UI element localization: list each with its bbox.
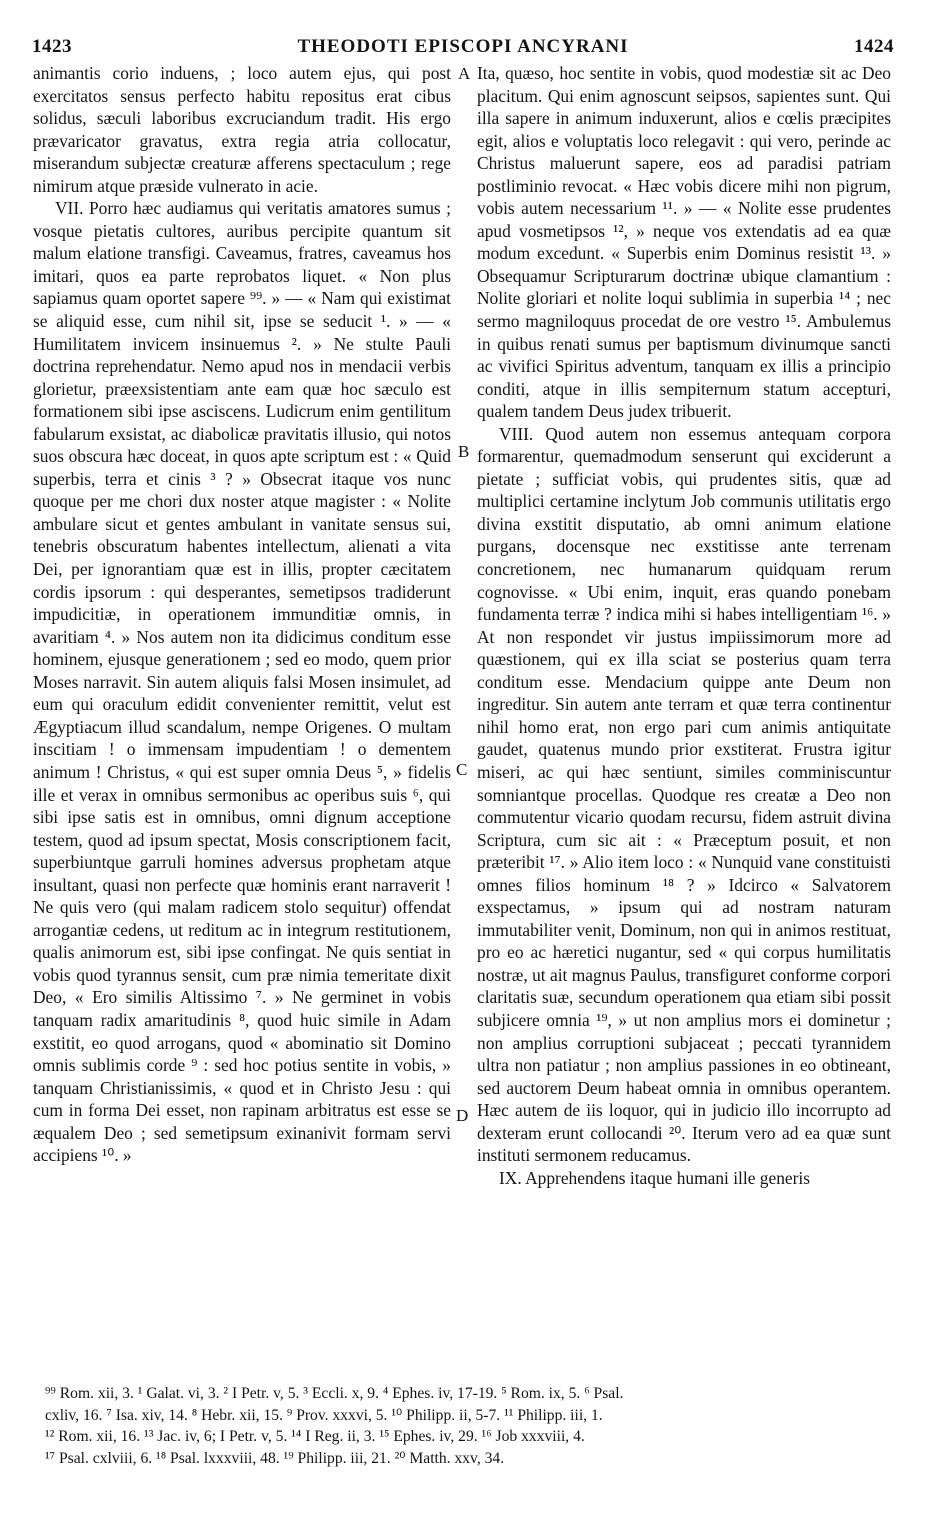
page-number-left: 1423 xyxy=(32,36,72,57)
paragraph-section-viii: VIII. Quod autem non essemus antequam corpora formarentur, quemadmodum senserunt qui exciderunt a pietate ; sufficiat vobis, qui prudentes sitis, quæ ad multiplici certamine inclytum Job communis utilitatis ergo divina exstitit disputatio, ab omni animum elatione purgans, docensque nec exstitisse ante terrenam concretionem, nec humanarum quidquam rerum cognovisse. « Ubi enim, inquit, eras quando ponebam fundamenta terræ ? indica mihi si habes intelligentiam ¹⁶. » At non respondet vir justus impiissimorum more ad quæstionem, qui ex illa sciat se posterius quam terra conditum esse. Mendacium quippe ante Deum non ingreditur. Sin autem ante terram et quæ terra continentur nihil homo erat, non ergo pari cum animis antiquitate gaudet, quatenus mundo prior exstiterat. Frustra igitur miseri, ac qui hæc sentiunt, similes comminiscuntur somniantque procellas. Quodque res creatæ a Deo non commutentur vicario quodam recursu, fidem astruit divina Scriptura, cum sic ait : « Præceptum posuit, et non præteribit ¹⁷. » Alio item loco : « Nunquid vane constituisti omnes filios hominum ¹⁸ ? » Idcirco « Salvatorem exspectamus, » ipsum qui ad nostram naturam immutabiliter venit, Dominum, non qui in animos restituat, pro eo ac hæretici nugantur, sed « qui corpus humilitatis nostræ, ut ait magnus Paulus, transfiguret conforme corpori claritatis suæ, secundum operationem qua etiam sibi possit subjicere omnia ¹⁹, » ut non amplius mors ei dominetur ; non amplius corruptioni subjaceat ; peccati tyrannidem ultra non patiatur ; non amplius passiones in eo obtineant, sed auctorem Deum habeat omnia in omnibus operantem. Hæc autem de iis loquor, qui in judicio illo incorrupto ad dexteram erunt collocandi ²⁰. Iterum vero ad ea quæ sunt instituti sermonem reducamus. xyxy=(477,423,891,1166)
paragraph-section-vii: VII. Porro hæc audiamus qui veritatis amatores sumus ; vosque pietatis cultores, auribus percipite quantum sit malum elatione transfigi. Caveamus, fratres, caveamus hos imitari, quos ea parte reprobatos liquet. « Non plus sapiamus quam oportet sapere ⁹⁹. » — « Nam qui existimat se aliquid esse, cum nihil sit, ipse se seducit ¹. » — « Humilitatem invicem insinuemus ². » Ne stulte Pauli doctrina reprehendatur. Nemo apud nos in mendacii verbis glorietur, præexsistentiam ante eam quæ hoc sæculo est formationem sibi ipse asciscens. Ludicrum enim gentilitum fabularum exsistat, ac diabolicæ pravitatis illusio, qui notos suos obscura hæc doceat, in quos apte scriptum est : « Quid superbis, terra et cinis ³ ? » Obsecrat itaque vos nunc quoque per me chori dux noster atque magister : « Nolite ambulare sicut et gentes ambulant in vanitate sensus sui, tenebris obscuratum habentes intellectum, alienati a vita Dei, per ignorantiam quæ est in illis, propter cæcitatem cordis ipsorum : qui desperantes, semetipsos tradiderunt impudicitiæ, in operationem immunditiæ omnis, in avaritiam ⁴. » Nos autem non ita didicimus conditum esse hominem, ejusque generationem ; sed eo modo, quem prior Moses narravit. Sin autem aliquis falsi Mosen insimulet, ad eum qui oraculum edidit convenienter remittit, velut est Ægyptiacum illud scandalum, nempe Origenes. O multam inscitiam ! o immensam impudentiam ! o dementem animum ! Christus, « qui est super omnia Deus ⁵, » fidelis ille et verax in omnibus sermonibus ac operibus suis ⁶, qui sibi ipse satis est in omnibus, omni dignum acceptione testem, quod ad ipsum spectat, Mosis conscriptionem facit, superbiuntque garruli homines adversus prophetam atque insultant, quasi non perfecte quæ hominis erant narraverit ! Ne quis vero (qui malam radicem stolo sequitur) offendat arrogantiæ cedens, ut reditum ac in integrum restitutionem, qualis animorum est, sibi ipse confingat. Ne quis sentiat in vobis quod tyrannus sensit, cum præ nimia temeritate dixit Deo, « Ero similis Altissimo ⁷. » Ne germinet in vobis tanquam radix amaritudinis ⁸, quod huic simile in Adam exstitit, eo quod arrogans, quod « abominatio sit Domino omnis sublimis corde ⁹ : sed hoc potius sentite in vobis, » tanquam Christianissimis, « quod et in Christo Jesu : qui cum in forma Dei esset, non rapinam arbitratus est esse se æqualem Deo ; sed semetipsum exinanivit formam servi accipiens ¹⁰. » xyxy=(33,198,451,1166)
margin-marker-b: B xyxy=(458,442,470,461)
footnote-line: cxliv, 16. ⁷ Isa. xiv, 14. ⁸ Hebr. xii, 15. ⁹ Prov. xxxvi, 5. ¹⁰ Philipp. ii, 5-7. ¹¹ Philipp. iii, 1. xyxy=(45,1406,603,1424)
page-number-right: 1424 xyxy=(854,36,894,57)
right-column xyxy=(477,62,891,1380)
margin-marker-d: D xyxy=(456,1106,469,1125)
footnotes xyxy=(45,1383,896,1469)
left-column xyxy=(33,62,451,1380)
paragraph-section-ix: IX. Apprehendens itaque humani ille generis xyxy=(499,1167,811,1188)
footnote-line: ¹² Rom. xii, 16. ¹³ Jac. iv, 6; I Petr. v, 5. ¹⁴ I Reg. ii, 3. ¹⁵ Ephes. iv, 29. ¹⁶ Job xxxviii, 4. xyxy=(45,1428,585,1445)
margin-marker-a: A xyxy=(458,64,471,83)
running-title: THEODOTI EPISCOPI ANCYRANI xyxy=(297,36,629,57)
paragraph: Ita, quæso, hoc sentite in vobis, quod modestiæ sit ac Deo placitum. Qui enim agnoscunt seipsos, sapientes sunt. Qui illa sapere in animum induxerunt, alios e cœlis præcipites egit, alios e voluptatis loco relegavit : qui vero, perinde ac Christus maluerunt sapere, eos ad paradisi patriam postliminio revocat. « Hæc vobis dicere mihi non pigrum, vobis autem necessarium ¹¹. » — « Nolite esse prudentes apud vosmetipsos ¹², » neque vos extendatis ad ea quæ modum excedunt. « Superbis enim Dominus resistit ¹³. » Obsequamur Scripturarum doctrinæ ubique clamantium : Nolite gloriari et nolite loqui sublimia in superbia ¹⁴ ; nec sermo magniloquus procedat de ore vestro ¹⁵. Ambulemus in quibus renati sumus per baptismum divinumque sancti ac vivifici Spiritus adventum, tanquam ex illis a principio conditi, atque in illis sempiternum statum accepturi, qualem tandem Deus judex tribuerit. xyxy=(477,63,891,422)
footnote-line: ⁹⁹ Rom. xii, 3. ¹ Galat. vi, 3. ² I Petr. v, 5. ³ Eccli. x, 9. ⁴ Ephes. iv, 17-19. ⁵ Rom. ix, 5. ⁶ Psal. xyxy=(45,1385,624,1402)
margin-marker-c: C xyxy=(456,760,468,779)
footnote-line: ¹⁷ Psal. cxlviii, 6. ¹⁸ Psal. lxxxviii, 48. ¹⁹ Philipp. iii, 21. ²⁰ Matth. xxv, 34. xyxy=(45,1449,505,1467)
paragraph: animantis corio induens, ; loco autem ejus, qui post exercitatos sensus perfecto habitu repositus erat cibus solidus, sæculi laboribus excruciandum tradit. His ergo prævaricator gravatus, extra regia atria collocatur, miserandum subjectæ creaturæ afferens spectaculum ; rege nimirum atque præside vulnerato in acie. xyxy=(33,63,451,196)
running-header xyxy=(30,36,896,62)
